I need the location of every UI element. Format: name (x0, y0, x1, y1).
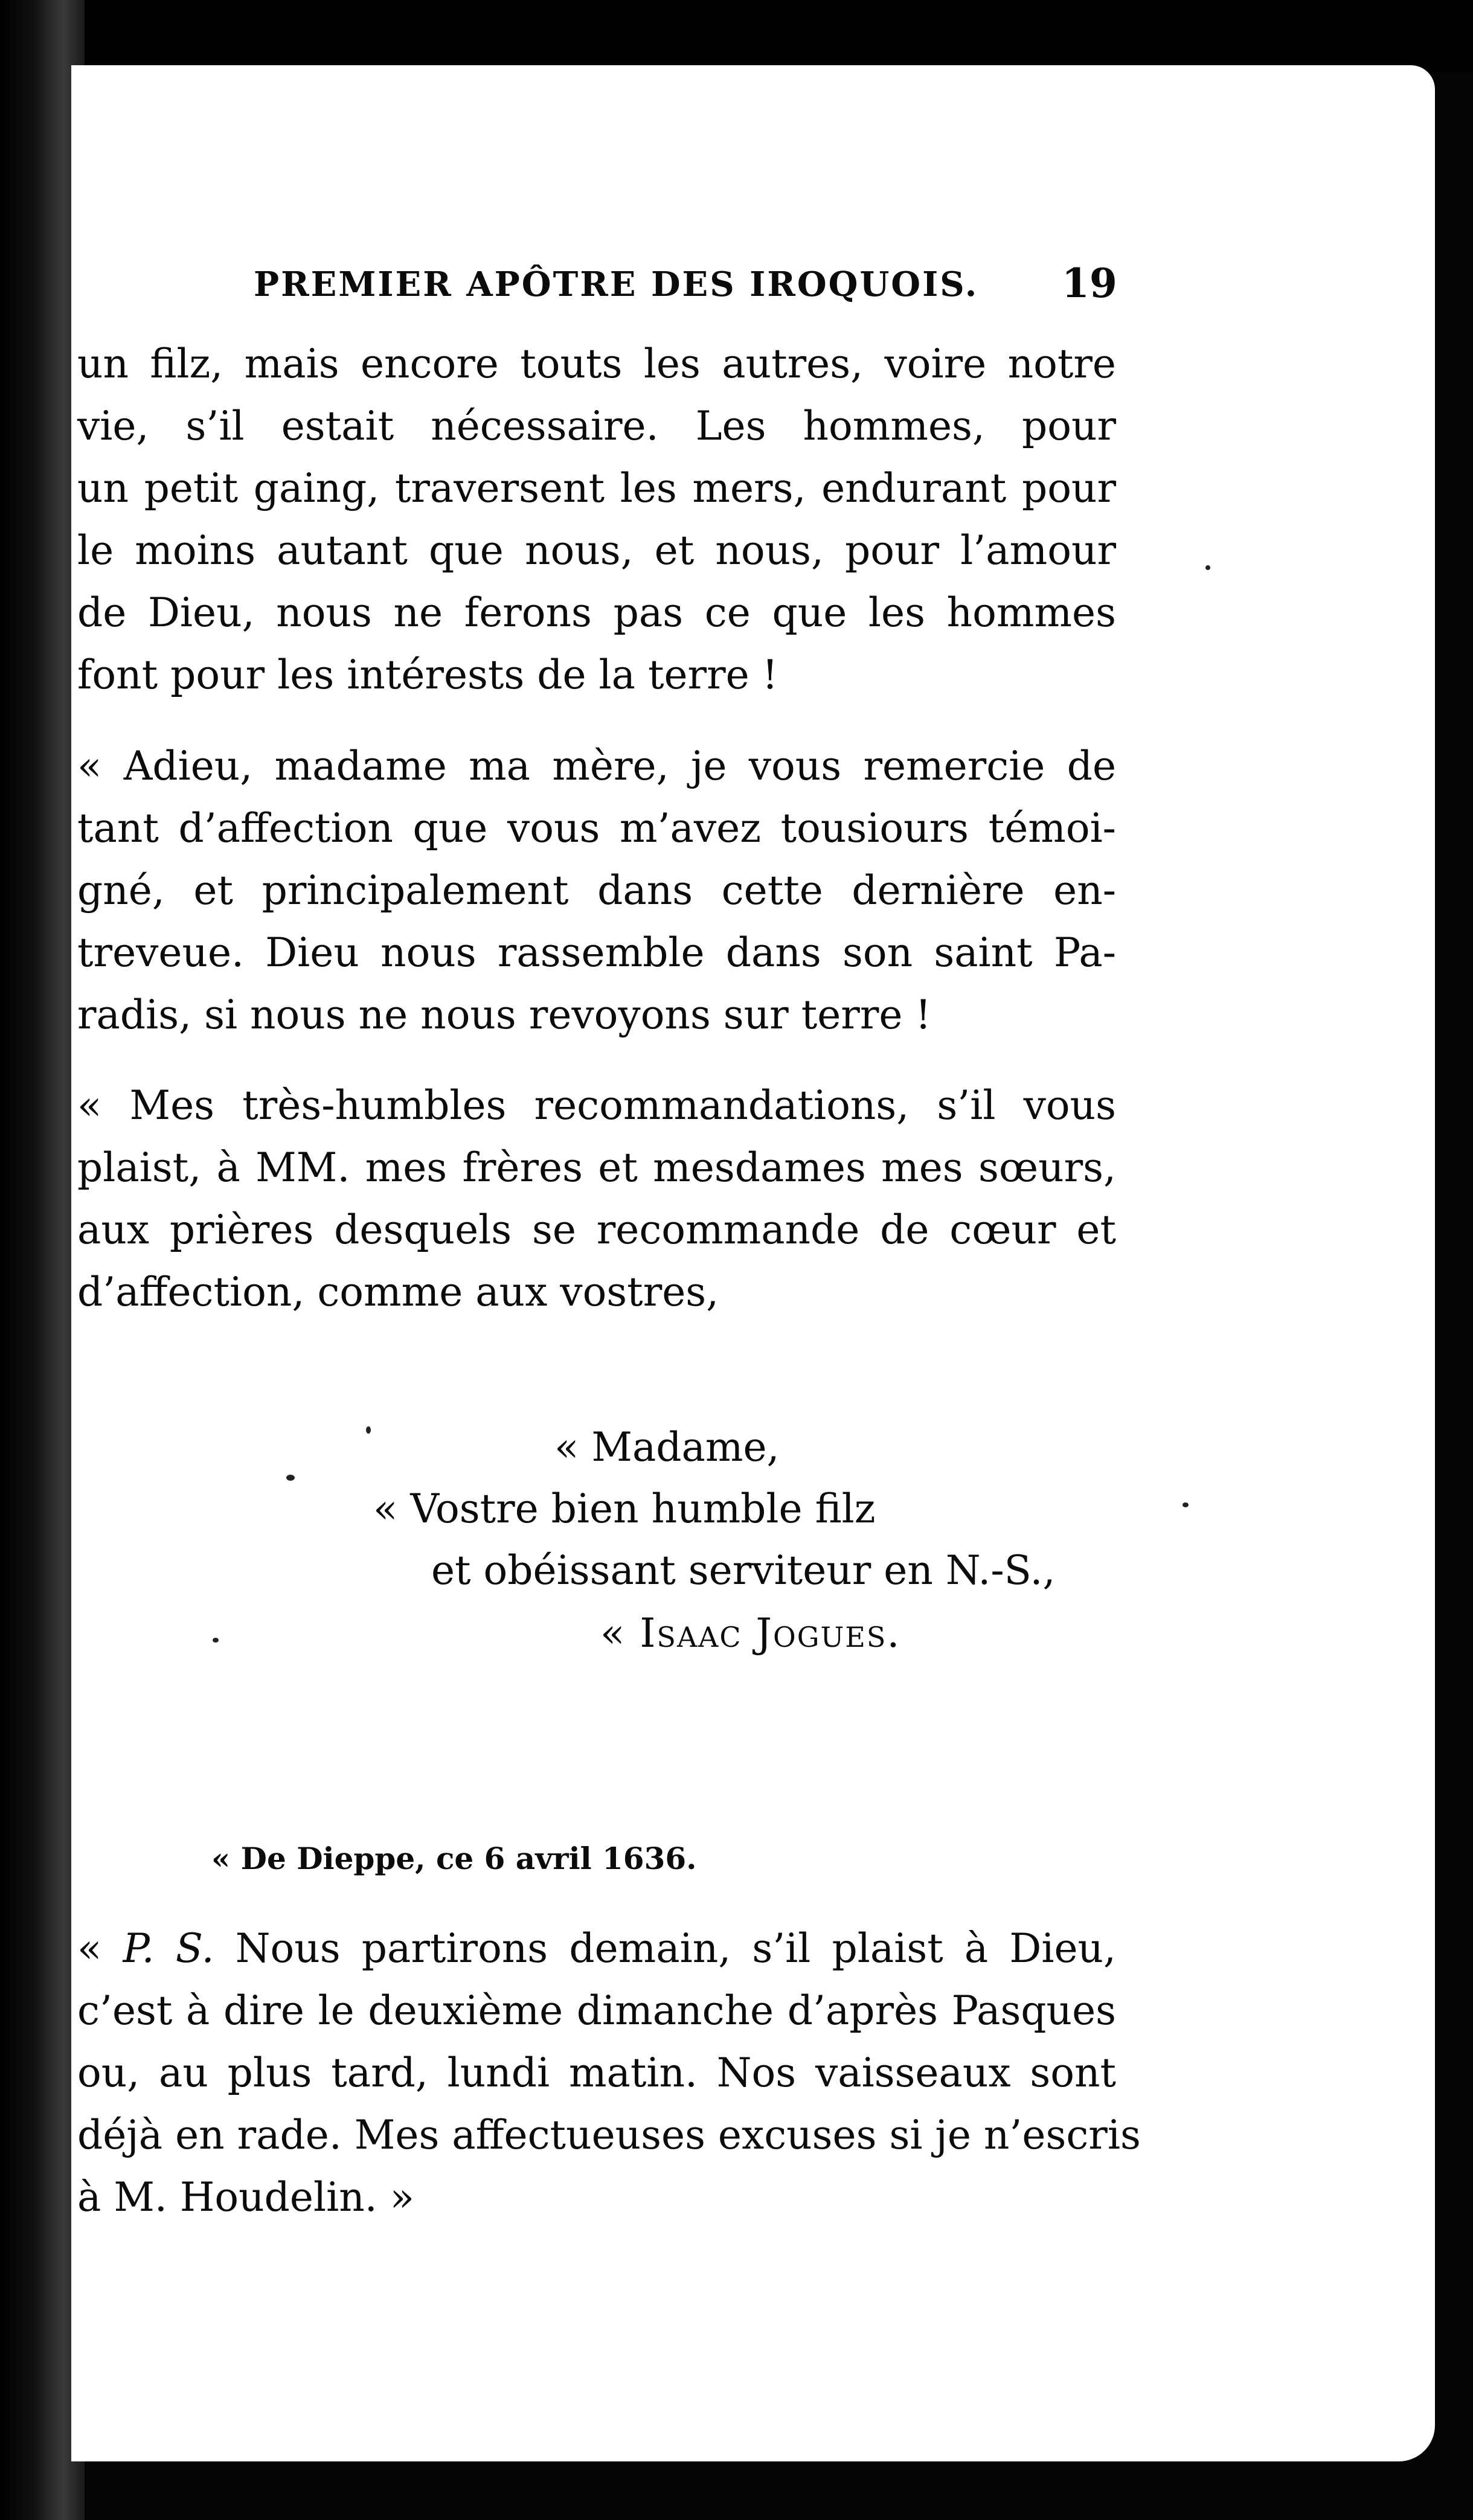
paragraph-3-line: « Mes très-humbles recommandations, s’il vous (77, 1082, 1116, 1129)
paragraph-1-line: un filz, mais encore touts les autres, voire notre (77, 341, 1116, 387)
closing-line: et obéissant serviteur en N.-S., (431, 1547, 1056, 1594)
paragraph-2-line: tant d’affection que vous m’avez tousiours témoi- (77, 805, 1116, 851)
paragraph-1-line: font pour les intérests de la terre ! (77, 652, 778, 698)
running-head-title: PREMIER APÔTRE DES IROQUOIS. (254, 265, 979, 304)
ink-speck (286, 1475, 295, 1481)
closing-salutation: « Madame, (554, 1424, 780, 1470)
paragraph-1-line: de Dieu, nous ne ferons pas ce que les hommes (77, 589, 1116, 636)
ink-speck (366, 1426, 371, 1434)
signature: « Isaac Jogues. (600, 1610, 901, 1656)
postscript-first-line-text: Nous partirons demain, s’il plaist à Dieu, (214, 1925, 1116, 1972)
paragraph-2-line: « Adieu, madame ma mère, je vous remercie de (77, 743, 1116, 789)
postscript-line: c’est à dire le deuxième dimanche d’après Pasques (77, 1987, 1116, 2034)
paragraph-1-line: vie, s’il estait nécessaire. Les hommes, pour (77, 403, 1116, 449)
postscript-line (77, 1925, 1116, 1972)
scan-top-border (0, 0, 1473, 72)
postscript-open-quote: « (77, 1925, 123, 1972)
paragraph-1-line: le moins autant que nous, et nous, pour l’amour (77, 527, 1116, 574)
ink-speck (1205, 565, 1210, 570)
page-text (71, 65, 1435, 2461)
postscript-line: déjà en rade. Mes affectueuses excuses si je n’escris (77, 2112, 1141, 2158)
postscript-label: P. S. (123, 1925, 214, 1972)
postscript-line: ou, au plus tard, lundi matin. Nos vaisseaux sont (77, 2050, 1116, 2096)
ink-speck (1183, 1502, 1189, 1507)
book-page (71, 65, 1435, 2461)
paragraph-3-line: plaist, à MM. mes frères et mesdames mes sœurs, (77, 1144, 1116, 1191)
paragraph-2-line: gné, et principalement dans cette dernière en- (77, 867, 1116, 914)
paragraph-2-line: radis, si nous ne nous revoyons sur terre ! (77, 992, 931, 1038)
dateline: « De Dieppe, ce 6 avril 1636. (211, 1841, 697, 1876)
postscript-line: à M. Houdelin. » (77, 2174, 415, 2220)
closing-line: « Vostre bien humble filz (373, 1486, 876, 1532)
paragraph-2-line: treveue. Dieu nous rassemble dans son saint Pa- (77, 929, 1116, 976)
paragraph-3-line: d’affection, comme aux vostres, (77, 1269, 719, 1315)
paragraph-1-line: un petit gaing, traversent les mers, endurant pour (77, 465, 1116, 511)
paragraph-3-line: aux prières desquels se recommande de cœur et (77, 1207, 1116, 1253)
page-number: 19 (1062, 260, 1117, 307)
ink-speck (213, 1638, 219, 1643)
